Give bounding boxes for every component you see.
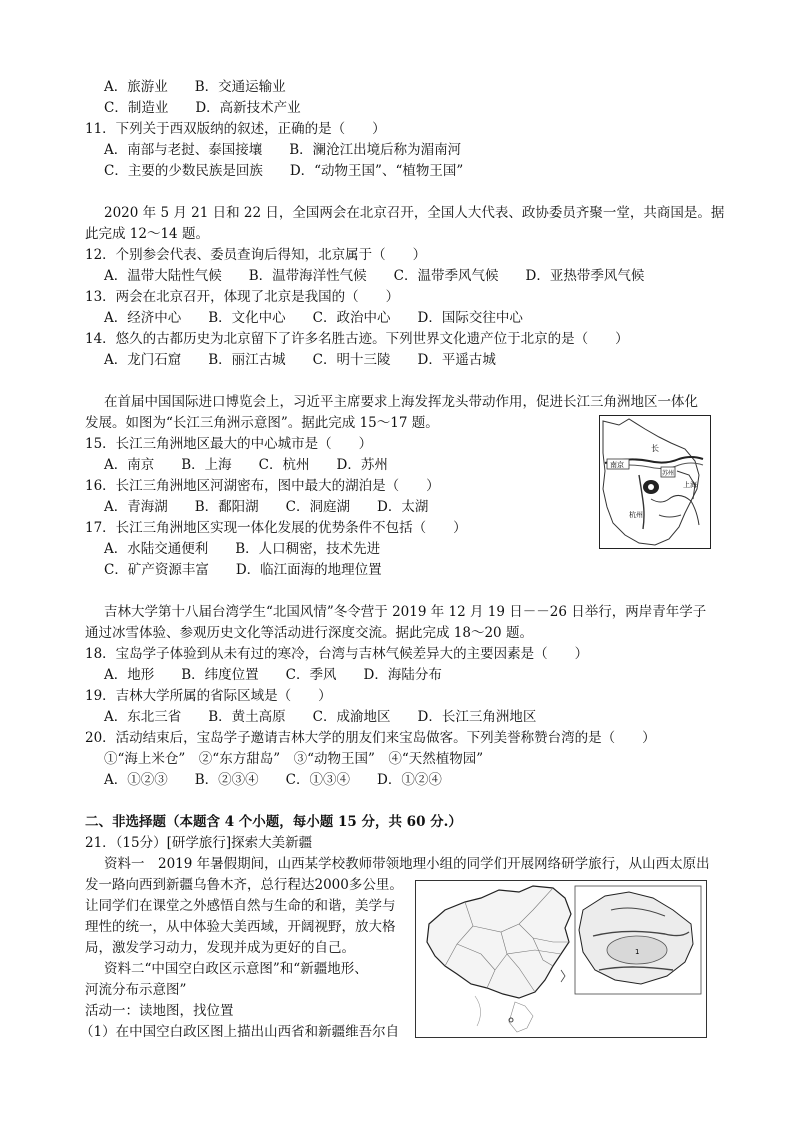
text-line: 12．个别参会代表、委员查询后得知，北京属于（ ） (85, 247, 427, 263)
label-river: 长 (651, 444, 659, 453)
text-line: A．青海湖 B．鄱阳湖 C．洞庭湖 D．太湖 (104, 499, 429, 515)
text-line: 在首届中国国际进口博览会上，习近平主席要求上海发挥龙头带动作用，促进长江三角洲地区一体化 (104, 394, 698, 410)
label-suzhou: 苏州 (662, 470, 675, 477)
text-line: 16．长江三角洲地区河湖密布，图中最大的湖泊是（ ） (85, 478, 440, 494)
text-line: A．温带大陆性气候 B．温带海洋性气候 C．温带季风气候 D．亚热带季风气候 (104, 268, 645, 284)
text-line: A．南京 B．上海 C．杭州 D．苏州 (104, 457, 388, 473)
text-line: A．南部与老挝、泰国接壤 B．澜沧江出境后称为湄南河 (104, 142, 462, 158)
text-line: A．龙门石窟 B．丽江古城 C．明十三陵 D．平遥古城 (104, 352, 496, 368)
text-line: 11．下列关于西双版纳的叙述，正确的是（ ） (85, 121, 386, 137)
text-line: 资料一 2019 年暑假期间，山西某学校教师带领地理小组的同学们开展网络研学旅行，从山西太原出 (104, 856, 710, 872)
text-line: A．水陆交通便利 B．人口稠密，技术先进 (104, 541, 381, 557)
text-line: 13．两会在北京召开，体现了北京是我国的（ ） (85, 289, 400, 305)
text-line: 理性的统一，从中体验大美西域，开阔视野，放大格 (85, 919, 396, 935)
text-line: 发一路向西到新疆乌鲁木齐，总行程达2000多公里。 (85, 877, 403, 893)
label-hangzhou: 杭州 (629, 511, 643, 519)
text-line: A．旅游业 B．交通运输业 (104, 79, 286, 95)
label-nanjing: 南京 (610, 461, 624, 469)
text-line: 局，激发学习动力，发现并成为更好的自己。 (85, 940, 355, 956)
text-line: 资料二“中国空白政区示意图”和“新疆地形、 (104, 961, 368, 977)
text-line: 18．宝岛学子体验到从未有过的寒冷，台湾与吉林气候差异大的主要因素是（ ） (85, 646, 589, 662)
text-line: 河流分布示意图” (85, 982, 187, 998)
china-xinjiang-map (415, 880, 707, 1038)
text-line: C．矿产资源丰富 D．临江面海的地理位置 (104, 562, 382, 578)
text-line: 19．吉林大学所属的省际区域是（ ） (85, 688, 332, 704)
text-line: 20．活动结束后，宝岛学子邀请吉林大学的朋友们来宝岛做客。下列美誉称赞台湾的是（ ） (85, 730, 656, 746)
text-line: A．①②③ B．②③④ C．①③④ D．①②④ (104, 772, 442, 788)
text-line: A．地形 B．纬度位置 C．季风 D．海陆分布 (104, 667, 442, 683)
text-line: A．东北三省 B．黄土高原 C．成渝地区 D．长江三角洲地区 (104, 709, 537, 725)
text-line: 此完成 12～14 题。 (85, 226, 209, 242)
text-line: 通过冰雪体验、参观历史文化等活动进行深度交流。据此完成 18～20 题。 (85, 625, 533, 641)
text-line: （1）在中国空白政区图上描出山西省和新疆维吾尔自 (80, 1024, 400, 1040)
text-line: 17．长江三角洲地区实现一体化发展的优势条件不包括（ ） (85, 520, 467, 536)
text-line: C．主要的少数民族是回族 D．“动物王国”、“植物王国” (104, 163, 464, 179)
text-line: C．制造业 D．高新技术产业 (104, 100, 301, 116)
text-line: 活动一：读地图，找位置 (85, 1003, 234, 1019)
inset-label: 1 (635, 948, 640, 956)
text-line: 14．悠久的古都历史为北京留下了许多名胜古迹。下列世界文化遗产位于北京的是（ ） (85, 331, 629, 347)
text-line: ①“海上米仓” ②“东方甜岛” ③“动物王国” ④“天然植物园” (104, 751, 484, 767)
text-line: 让同学们在课堂之外感悟自然与生命的和谐，美学与 (85, 898, 396, 914)
text-line: 发展。如图为“长江三角洲示意图”。据此完成 15～17 题。 (85, 415, 439, 431)
yangtze-delta-map (599, 415, 711, 549)
text-line: 吉林大学第十八届台湾学生“北国风情”冬令营于 2019 年 12 月 19 日－－26 日举行，两岸青年学子 (104, 604, 707, 620)
text-line: 2020 年 5 月 21 日和 22 日，全国两会在北京召开，全国人大代表、政协委员齐聚一堂，共商国是。据 (104, 205, 725, 221)
text-line: 二、非选择题（本题含 4 个小题，每小题 15 分，共 60 分.） (85, 814, 462, 830)
text-line: 15．长江三角洲地区最大的中心城市是（ ） (85, 436, 373, 452)
text-line: 21．（15分）[研学旅行]探索大美新疆 (85, 835, 313, 851)
text-line: A．经济中心 B．文化中心 C．政治中心 D．国际交往中心 (104, 310, 523, 326)
label-shanghai: 上海 (683, 481, 697, 489)
